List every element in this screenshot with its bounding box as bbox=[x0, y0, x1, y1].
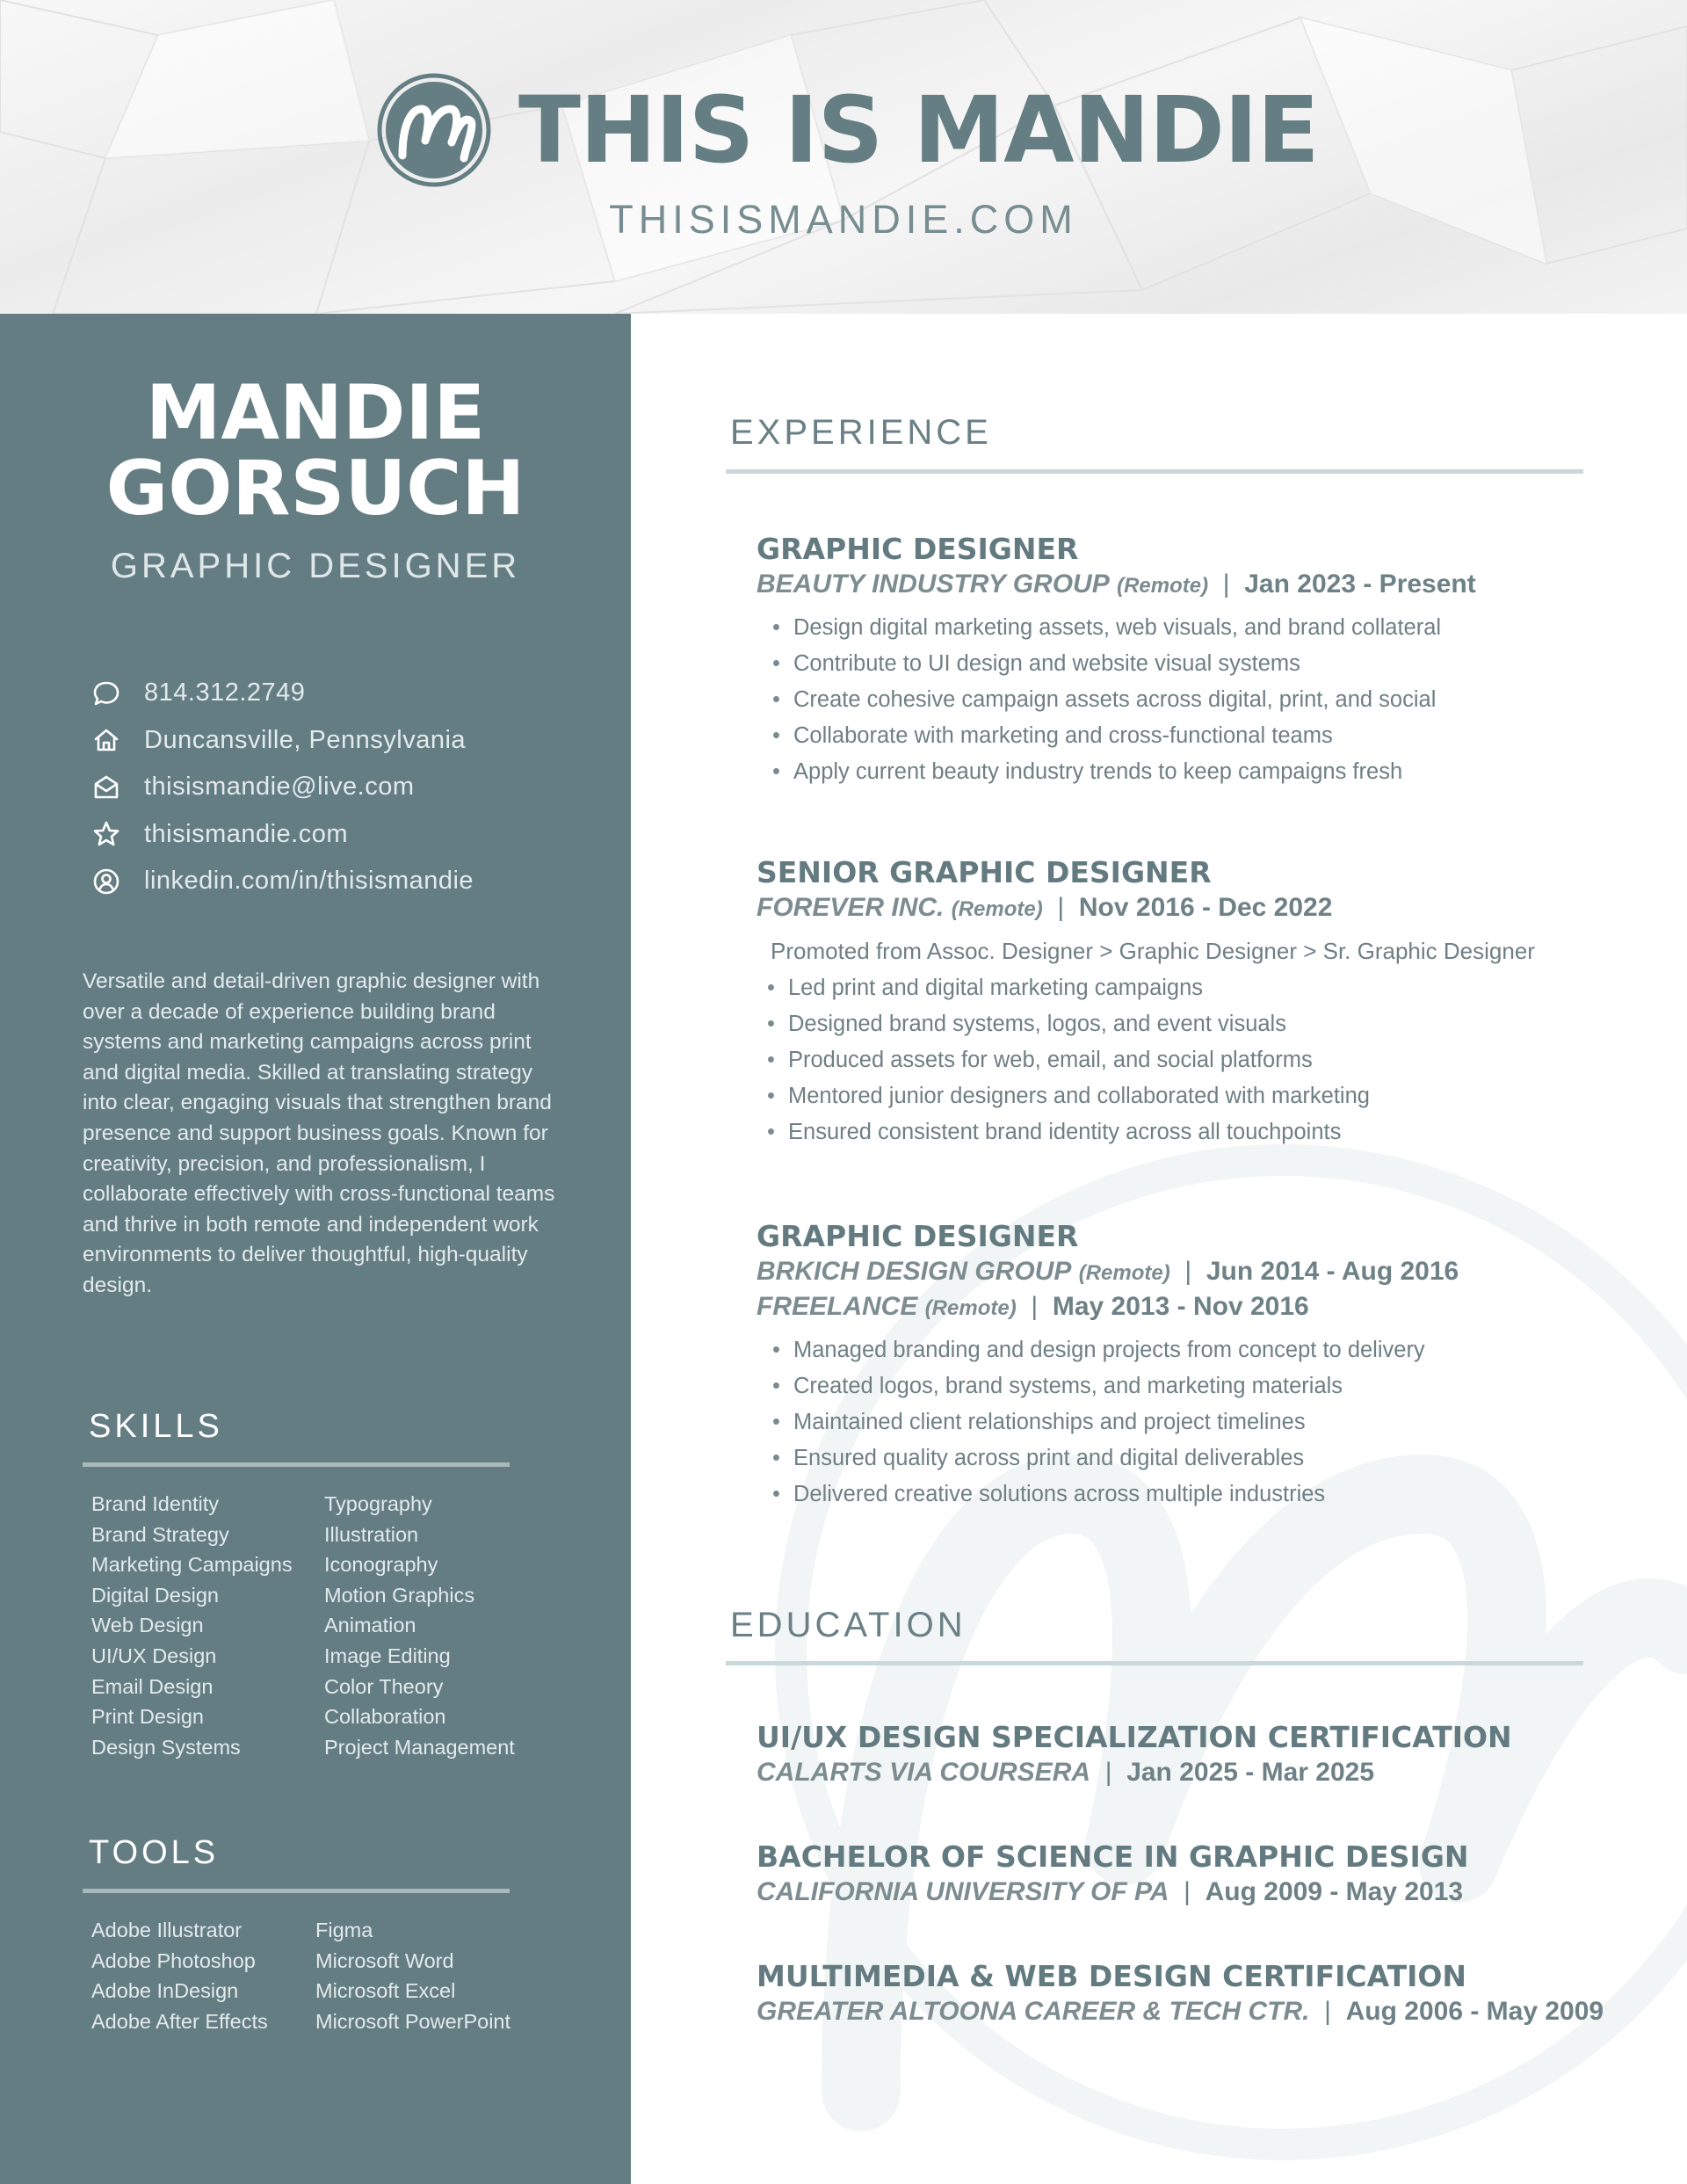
job-meta bbox=[757, 1255, 1635, 1290]
meta-separator: | bbox=[1024, 1292, 1046, 1321]
degree-title: UI/UX DESIGN SPECIALIZATION CERTIFICATION bbox=[757, 1720, 1512, 1754]
school-name: CALARTS VIA COURSERA bbox=[757, 1758, 1091, 1787]
list-item: • Mentored junior designers and collaborated with marketing bbox=[757, 1078, 1635, 1114]
list-item: • Contribute to UI design and website visual systems bbox=[757, 646, 1635, 682]
education-heading: EDUCATION bbox=[730, 1606, 967, 1644]
job-entry bbox=[757, 854, 1635, 1150]
list-item: • Designed brand systems, logos, and event visuals bbox=[757, 1006, 1635, 1042]
skill-item: Web Design bbox=[91, 1614, 204, 1637]
list-item: • Collaborate with marketing and cross-functional teams bbox=[757, 718, 1635, 754]
meta-separator: | bbox=[1097, 1758, 1119, 1787]
job-meta bbox=[757, 568, 1635, 603]
meta-separator: | bbox=[1176, 1877, 1198, 1906]
list-item: • Produced assets for web, email, and social platforms bbox=[757, 1042, 1635, 1078]
list-item: • Ensured consistent brand identity across all touchpoints bbox=[757, 1114, 1635, 1150]
skill-item: Motion Graphics bbox=[324, 1583, 475, 1607]
job-bullets bbox=[757, 970, 1635, 1150]
skill-item: Image Editing bbox=[324, 1643, 451, 1667]
degree-title: BACHELOR OF SCIENCE IN GRAPHIC DESIGN bbox=[757, 1839, 1469, 1874]
skill-item: Project Management bbox=[324, 1735, 515, 1759]
tool-item: Adobe After Effects bbox=[91, 2009, 268, 2033]
education-dates: Aug 2009 - May 2013 bbox=[1205, 1877, 1464, 1906]
job-meta bbox=[757, 891, 1635, 926]
school-name: GREATER ALTOONA CAREER & TECH CTR. bbox=[757, 1997, 1310, 2026]
job-dates: Jan 2023 - Present bbox=[1244, 570, 1476, 599]
first-name: MANDIE bbox=[145, 369, 486, 457]
list-item: • Apply current beauty industry trends to keep campaigns fresh bbox=[757, 754, 1635, 790]
job-dates: May 2013 - Nov 2016 bbox=[1052, 1292, 1309, 1321]
contact-list bbox=[91, 670, 474, 905]
star-icon bbox=[91, 819, 121, 849]
tools-col-2 bbox=[315, 1915, 510, 2036]
skill-item: Email Design bbox=[91, 1674, 214, 1698]
contact-phone[interactable] bbox=[91, 670, 474, 717]
contact-linkedin[interactable] bbox=[91, 858, 474, 905]
tool-item: Microsoft Excel bbox=[315, 1979, 456, 2003]
remote-label: (Remote) bbox=[924, 1296, 1017, 1320]
company-name: BRKICH DESIGN GROUP bbox=[757, 1257, 1072, 1286]
list-item: • Delivered creative solutions across multiple industries bbox=[757, 1477, 1635, 1513]
list-item: • Create cohesive campaign assets across digital, print, and social bbox=[757, 682, 1635, 718]
job-role: GRAPHIC DESIGNER bbox=[110, 547, 521, 585]
job-bullets bbox=[757, 1332, 1635, 1513]
skill-item: Brand Strategy bbox=[91, 1522, 229, 1546]
education-meta bbox=[757, 1876, 1635, 1909]
skill-item: Design Systems bbox=[91, 1735, 241, 1759]
linkedin-text: linkedin.com/in/thisismandie bbox=[144, 867, 474, 896]
location-text: Duncansville, Pennsylvania bbox=[144, 725, 467, 754]
list-item: • Design digital marketing assets, web visuals, and brand collateral bbox=[757, 610, 1635, 646]
brand-logo-icon bbox=[376, 72, 492, 188]
tools-divider bbox=[83, 1889, 510, 1893]
skill-item: Print Design bbox=[91, 1705, 204, 1729]
remote-label: (Remote) bbox=[1117, 574, 1209, 598]
school-name: CALIFORNIA UNIVERSITY OF PA bbox=[757, 1877, 1169, 1906]
tool-item: Microsoft PowerPoint bbox=[315, 2009, 511, 2033]
skill-item: Typography bbox=[324, 1492, 432, 1515]
skill-item: UI/UX Design bbox=[91, 1643, 217, 1667]
experience-divider bbox=[726, 469, 1583, 474]
education-meta bbox=[757, 1995, 1635, 2028]
tool-item: Figma bbox=[315, 1919, 373, 1941]
meta-separator: | bbox=[1050, 893, 1072, 922]
skill-item: Animation bbox=[324, 1614, 416, 1637]
brand-url[interactable]: THISISMANDIE.COM bbox=[609, 197, 1078, 242]
skills-col-2 bbox=[324, 1489, 515, 1762]
job-entry bbox=[757, 531, 1635, 790]
education-entry bbox=[757, 1839, 1635, 1909]
job-entry bbox=[757, 1218, 1635, 1513]
experience-heading: EXPERIENCE bbox=[730, 413, 992, 452]
company-name: FREELANCE bbox=[757, 1292, 918, 1321]
contact-email[interactable] bbox=[91, 764, 474, 811]
list-item: • Ensured quality across print and digital deliverables bbox=[757, 1440, 1635, 1477]
meta-separator: | bbox=[1215, 570, 1237, 599]
education-entry bbox=[757, 1719, 1635, 1789]
chat-bubble-icon bbox=[91, 678, 121, 708]
tool-item: Adobe InDesign bbox=[91, 1979, 239, 2003]
resume-header bbox=[0, 0, 1687, 314]
sidebar bbox=[0, 314, 631, 2184]
job-bullets bbox=[757, 610, 1635, 790]
skill-item: Iconography bbox=[324, 1553, 438, 1577]
job-dates: Nov 2016 - Dec 2022 bbox=[1078, 893, 1333, 922]
list-item: • Created logos, brand systems, and marketing materials bbox=[757, 1368, 1635, 1404]
job-meta-secondary bbox=[757, 1290, 1635, 1325]
education-entry bbox=[757, 1958, 1635, 2028]
tool-item: Adobe Photoshop bbox=[91, 1948, 256, 1972]
job-title: GRAPHIC DESIGNER bbox=[757, 1219, 1079, 1253]
user-circle-icon bbox=[91, 867, 121, 896]
profile-summary: Versatile and detail-driven graphic designer with over a decade of experience building brand systems and marketing campaigns across print and digital media. Skilled at translating strategy into clear, engaging visuals that strengthen brand presence and support business goals. Known for creativity, precision, and professionalism, I collaborate effectively with cross-functional teams and thrive in both remote and independent work environments to deliver thoughtful, high-quality design. bbox=[83, 969, 555, 1297]
meta-separator: | bbox=[1316, 1997, 1339, 2026]
phone-text: 814.312.2749 bbox=[144, 678, 306, 707]
education-dates: Aug 2006 - May 2009 bbox=[1345, 1997, 1604, 2026]
skill-item: Color Theory bbox=[324, 1674, 444, 1698]
list-item: • Led print and digital marketing campaigns bbox=[757, 970, 1635, 1006]
tools-heading: TOOLS bbox=[89, 1834, 220, 1871]
skill-item: Marketing Campaigns bbox=[91, 1553, 293, 1577]
skill-item: Illustration bbox=[324, 1522, 419, 1546]
contact-website[interactable] bbox=[91, 811, 474, 859]
last-name: GORSUCH bbox=[105, 445, 525, 533]
list-item: • Managed branding and design projects from concept to delivery bbox=[757, 1332, 1635, 1368]
education-meta bbox=[757, 1756, 1635, 1789]
full-name bbox=[0, 369, 631, 533]
education-dates: Jan 2025 - Mar 2025 bbox=[1126, 1758, 1375, 1787]
website-text: thisismandie.com bbox=[144, 819, 349, 848]
education-divider bbox=[726, 1661, 1583, 1665]
tools-col-1 bbox=[91, 1915, 268, 2036]
tool-item: Microsoft Word bbox=[315, 1948, 454, 1972]
job-title: SENIOR GRAPHIC DESIGNER bbox=[757, 855, 1212, 889]
remote-label: (Remote) bbox=[1078, 1261, 1170, 1285]
remote-label: (Remote) bbox=[951, 897, 1043, 921]
company-name: FOREVER INC. bbox=[757, 893, 945, 922]
skill-item: Brand Identity bbox=[91, 1492, 220, 1515]
skill-item: Collaboration bbox=[324, 1705, 446, 1729]
skill-item: Digital Design bbox=[91, 1583, 219, 1607]
skills-col-1 bbox=[91, 1489, 293, 1762]
promotion-note: Promoted from Assoc. Designer > Graphic Designer > Sr. Graphic Designer bbox=[771, 938, 1535, 964]
skills-heading: SKILLS bbox=[89, 1408, 223, 1445]
email-text: thisismandie@live.com bbox=[144, 773, 415, 802]
tool-item: Adobe Illustrator bbox=[91, 1919, 243, 1941]
list-item: • Maintained client relationships and project timelines bbox=[757, 1404, 1635, 1440]
meta-separator: | bbox=[1177, 1257, 1199, 1286]
brand-title: THIS IS MANDIE bbox=[518, 76, 1319, 184]
degree-title: MULTIMEDIA & WEB DESIGN CERTIFICATION bbox=[757, 1959, 1467, 1993]
mail-icon bbox=[91, 773, 121, 802]
contact-location bbox=[91, 717, 474, 765]
company-name: BEAUTY INDUSTRY GROUP bbox=[757, 570, 1110, 599]
job-title: GRAPHIC DESIGNER bbox=[757, 532, 1079, 566]
home-icon bbox=[91, 725, 121, 755]
skills-divider bbox=[83, 1462, 510, 1467]
job-dates: Jun 2014 - Aug 2016 bbox=[1206, 1257, 1459, 1286]
